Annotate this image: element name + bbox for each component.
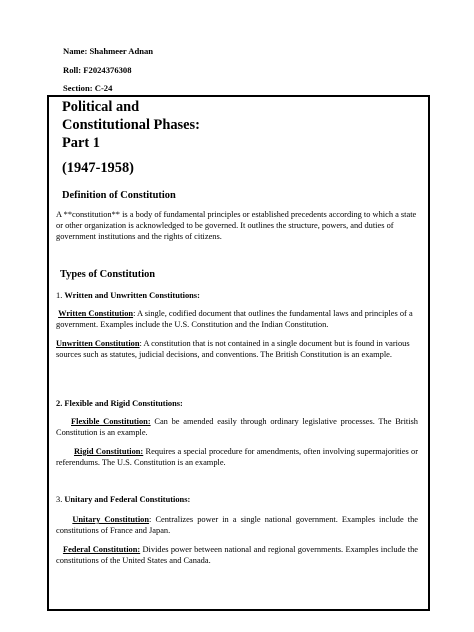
rigid-constitution-term: Rigid Constitution:	[73, 447, 144, 456]
roll-number: Roll: F2024376308	[63, 65, 132, 75]
rigid-constitution-paragraph: Rigid Constitution: Requires a special procedure for amendments, often involving supermajorities or referendums. The U.S. Constitution is an example.	[56, 447, 419, 468]
definition-heading: Definition of Constitution	[62, 190, 176, 201]
types-heading: Types of Constitution	[60, 269, 156, 280]
federal-constitution-term: Federal Constitution:	[62, 545, 141, 554]
federal-constitution-paragraph: Federal Constitution: Divides power between national and regional governments. Examples include the constitutions of the United States and Canada.	[56, 545, 419, 566]
student-name: Name: Shahmeer Adnan	[63, 46, 154, 56]
unwritten-constitution-paragraph: Unwritten Constitution: A constitution that is not contained in a single document but is found in various sources such as statutes, judicial decisions, and conventions. The British Constitution is an example.	[56, 339, 410, 360]
title-line-2: Constitutional Phases:	[62, 117, 200, 133]
written-constitution-term: Written Constitution	[58, 309, 134, 318]
section-3-heading: 3. Unitary and Federal Constitutions:	[56, 495, 191, 504]
unitary-constitution-term: Unitary Constitution	[72, 515, 150, 524]
unitary-constitution-paragraph: Unitary Constitution: Centralizes power in a single national government. Examples include the constitutions of France and Japan.	[56, 515, 419, 536]
flexible-constitution-term: Flexible Constitution:	[71, 417, 151, 426]
flexible-constitution-paragraph: Flexible Constitution: Can be amended easily through ordinary legislative processes. The British Constitution is an example.	[56, 417, 418, 438]
title-years: (1947-1958)	[62, 160, 134, 176]
page-title	[62, 98, 200, 152]
definition-paragraph: A **constitution** is a body of fundamental principles or established precedents according to which a state or other organization is acknowledged to be governed. It outlines the structure, powers, and duties of government institutions and the rights of citizens.	[56, 210, 417, 242]
section: Section: C-24	[63, 83, 113, 93]
unwritten-constitution-term: Unwritten Constitution	[56, 339, 140, 348]
written-constitution-paragraph: Written Constitution: A single, codified document that outlines the fundamental laws and principles of a government. Examples include the U.S. Constitution and the Indian Constitution.	[56, 309, 413, 330]
title-line-3: Part 1	[62, 135, 100, 151]
section-1-heading: 1. Written and Unwritten Constitutions:	[56, 291, 200, 300]
section-2-heading: 2. Flexible and Rigid Constitutions:	[56, 399, 183, 408]
title-line-1: Political and	[62, 99, 140, 115]
